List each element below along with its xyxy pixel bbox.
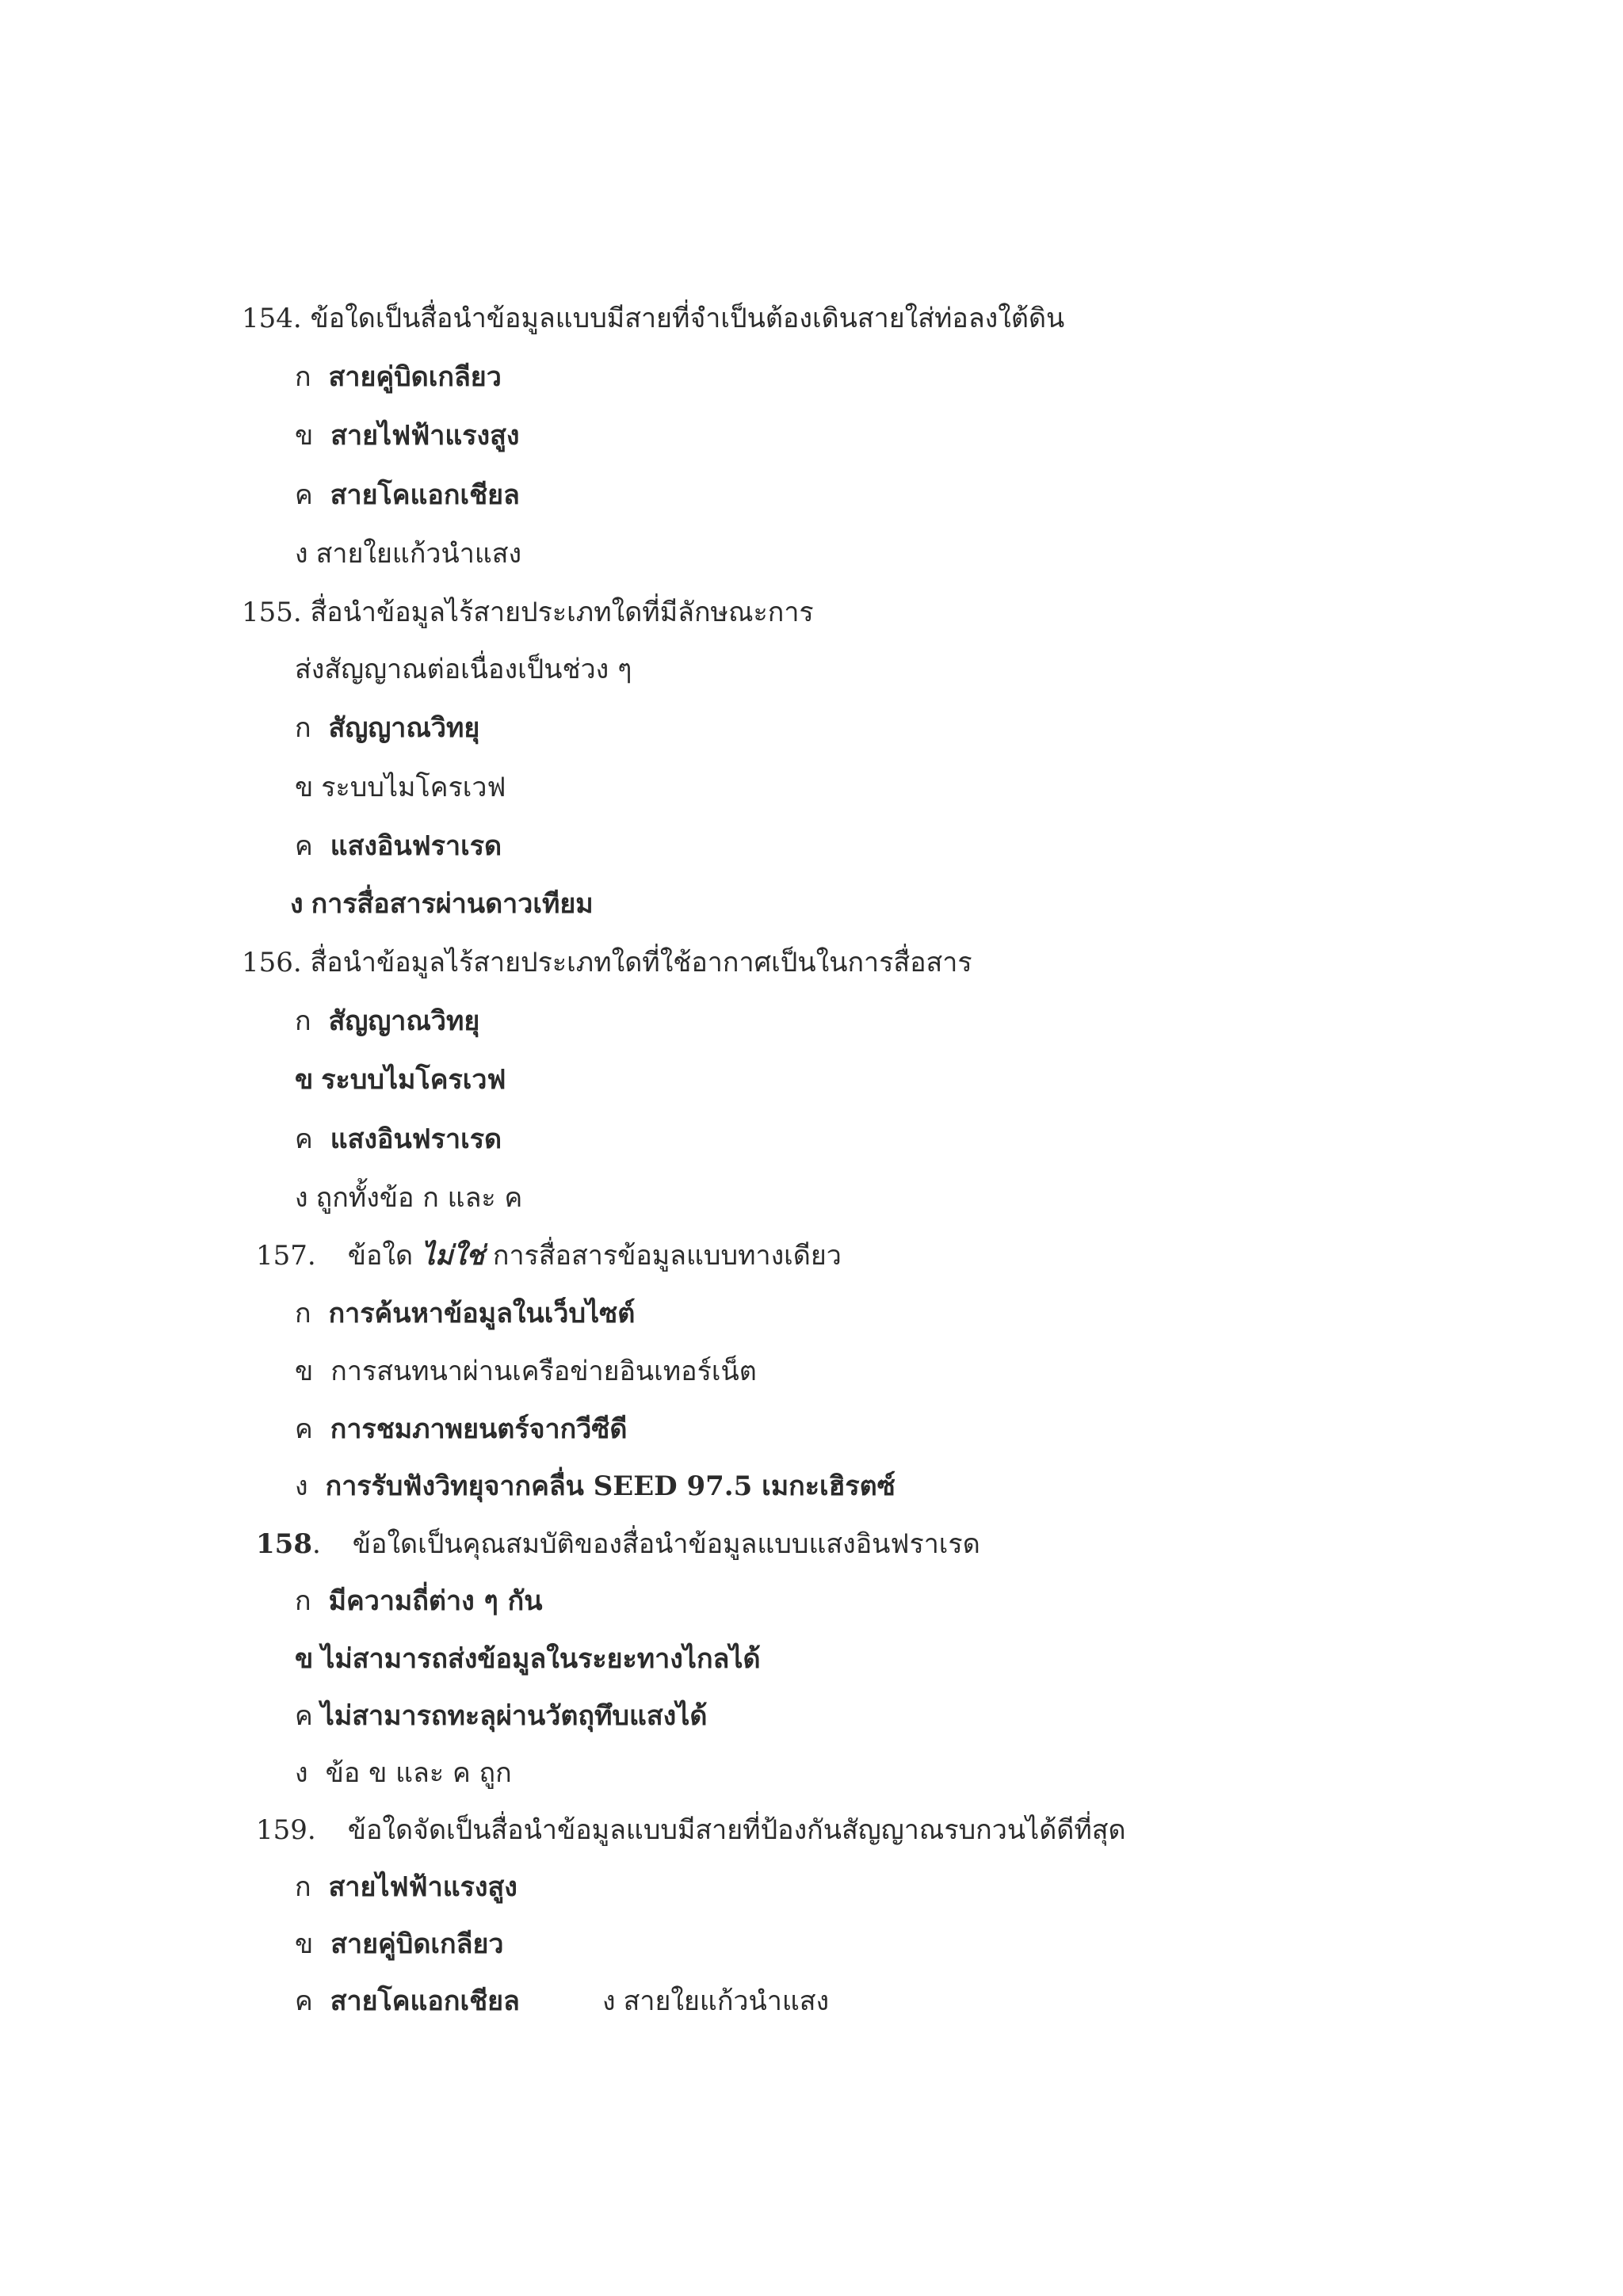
question-text-after: การสื่อสารข้อมูลแบบทางเดียว — [492, 1240, 842, 1272]
question-number: 155. — [242, 597, 302, 628]
choice-154-a — [295, 358, 502, 396]
choice-157-a — [295, 1295, 635, 1333]
choice-letter: ก — [295, 1585, 311, 1617]
choice-text: การชมภาพยนตร์จากวีซีดี — [330, 1413, 628, 1445]
choice-letter: ค — [295, 1985, 313, 2017]
choice-text: มีความถี่ต่าง ๆ กัน — [328, 1585, 543, 1617]
choice-letter: ค — [295, 1700, 313, 1732]
choice-letter: ข — [295, 772, 314, 803]
choice-text: แสงอินฟราเรด — [330, 830, 502, 862]
choice-155-d — [290, 885, 594, 923]
choice-156-b — [295, 1061, 506, 1099]
question-157 — [256, 1237, 842, 1275]
choice-159-a — [295, 1868, 517, 1906]
choice-text: สายโคแอกเชียล — [330, 479, 520, 511]
choice-letter: ก — [295, 1871, 311, 1903]
choice-text: สายไฟฟ้าแรงสูง — [330, 420, 520, 452]
choice-text: สายคู่บิดเกลียว — [328, 361, 502, 393]
choice-text: การรับฟังวิทยุจากคลื่น SEED 97.5 เมกะเฮิรตซ์ — [325, 1470, 896, 1502]
question-text: สื่อนำข้อมูลไร้สายประเภทใดที่ใช้อากาศเป็นในการสื่อสาร — [310, 947, 972, 978]
choice-letter: ก — [295, 1005, 311, 1037]
choice-text: ไม่สามารถส่งข้อมูลในระยะทางไกลได้ — [321, 1643, 761, 1675]
question-156 — [242, 944, 972, 982]
choice-text: สายไฟฟ้าแรงสูง — [328, 1871, 517, 1903]
choice-text: ถูกทั้งข้อ ก และ ค — [315, 1182, 523, 1214]
choice-letter: ค — [295, 1123, 313, 1155]
choice-letter: ข — [295, 1643, 314, 1675]
choice-letter: ก — [295, 361, 311, 393]
choice-letter: ง — [290, 888, 304, 920]
choice-text: สัญญาณวิทยุ — [328, 1005, 480, 1037]
choice-159-b — [295, 1925, 503, 1963]
question-text: สื่อนำข้อมูลไร้สายประเภทใดที่มีลักษณะการ — [310, 597, 814, 628]
choice-letter: ง — [602, 1985, 616, 2017]
question-text-emphasis: ไม่ใช่ — [421, 1240, 485, 1272]
question-number: 157. — [256, 1240, 316, 1272]
choice-155-b — [295, 769, 506, 807]
choice-letter: ง — [295, 1182, 308, 1214]
choice-159-c — [295, 1982, 520, 2020]
question-text-before: ข้อใด — [347, 1240, 414, 1272]
question-154 — [242, 299, 1064, 338]
choice-letter: ข — [295, 1356, 314, 1387]
choice-letter: ข — [295, 1064, 314, 1096]
choice-letter: ข — [295, 420, 314, 452]
choice-154-d — [295, 535, 521, 573]
choice-text: สัญญาณวิทยุ — [328, 712, 480, 744]
question-text: ข้อใดเป็นคุณสมบัติของสื่อนำข้อมูลแบบแสงอินฟราเรด — [352, 1528, 980, 1560]
choice-157-c — [295, 1410, 627, 1448]
choice-159-d — [602, 1982, 829, 2020]
choice-158-b — [295, 1640, 761, 1678]
question-number: 158 — [256, 1528, 312, 1560]
choice-155-c — [295, 827, 502, 865]
choice-157-d — [295, 1467, 896, 1505]
question-number-suffix: . — [311, 1528, 321, 1560]
choice-158-d — [295, 1754, 512, 1792]
choice-letter: ง — [295, 1470, 308, 1502]
choice-text: การสื่อสารผ่านดาวเทียม — [311, 888, 594, 920]
choice-text: ข้อ ข และ ค ถูก — [325, 1757, 512, 1789]
choice-text: การสนทนาผ่านเครือข่ายอินเทอร์เน็ต — [330, 1356, 757, 1387]
choice-156-a — [295, 1002, 479, 1040]
choice-158-a — [295, 1582, 542, 1620]
choice-text: ไม่สามารถทะลุผ่านวัตถุทึบแสงได้ — [320, 1700, 708, 1732]
choice-156-d — [295, 1179, 522, 1217]
question-number: 156. — [242, 947, 302, 978]
choice-letter: ค — [295, 830, 313, 862]
choice-text: ระบบไมโครเวฟ — [321, 1064, 506, 1096]
question-number: 159. — [256, 1814, 316, 1846]
choice-155-a — [295, 709, 479, 747]
choice-text: การค้นหาข้อมูลในเว็บไซต์ — [328, 1298, 636, 1329]
choice-letter: ค — [295, 1413, 313, 1445]
choice-157-b — [295, 1352, 757, 1390]
choice-letter: ก — [295, 712, 311, 744]
choice-text: สายคู่บิดเกลียว — [330, 1928, 504, 1960]
choice-154-b — [295, 417, 519, 455]
choice-158-c — [295, 1697, 707, 1735]
choice-text: สายใยแก้วนำแสง — [315, 538, 522, 570]
choice-text: ระบบไมโครเวฟ — [321, 772, 506, 803]
question-text: ข้อใดเป็นสื่อนำข้อมูลแบบมีสายที่จำเป็นต้องเดินสายใส่ท่อลงใต้ดิน — [310, 303, 1065, 334]
question-158 — [256, 1525, 980, 1563]
question-number: 154. — [242, 303, 302, 334]
question-text: ข้อใดจัดเป็นสื่อนำข้อมูลแบบมีสายที่ป้องกันสัญญาณรบกวนได้ดีที่สุด — [347, 1814, 1126, 1846]
choice-letter: ง — [295, 538, 308, 570]
choice-156-c — [295, 1120, 502, 1158]
choice-letter: ก — [295, 1298, 311, 1329]
choice-text: แสงอินฟราเรด — [330, 1123, 502, 1155]
choice-text: สายใยแก้วนำแสง — [623, 1985, 830, 2017]
choice-text: สายโคแอกเชียล — [330, 1985, 520, 2017]
question-159 — [256, 1811, 1126, 1849]
question-text-continued: ส่งสัญญาณต่อเนื่องเป็นช่วง ๆ — [295, 654, 632, 685]
choice-letter: ง — [295, 1757, 308, 1789]
choice-154-c — [295, 476, 520, 514]
question-155 — [242, 593, 814, 631]
choice-letter: ค — [295, 479, 313, 511]
choice-letter: ข — [295, 1928, 314, 1960]
question-155-continuation — [295, 650, 632, 688]
